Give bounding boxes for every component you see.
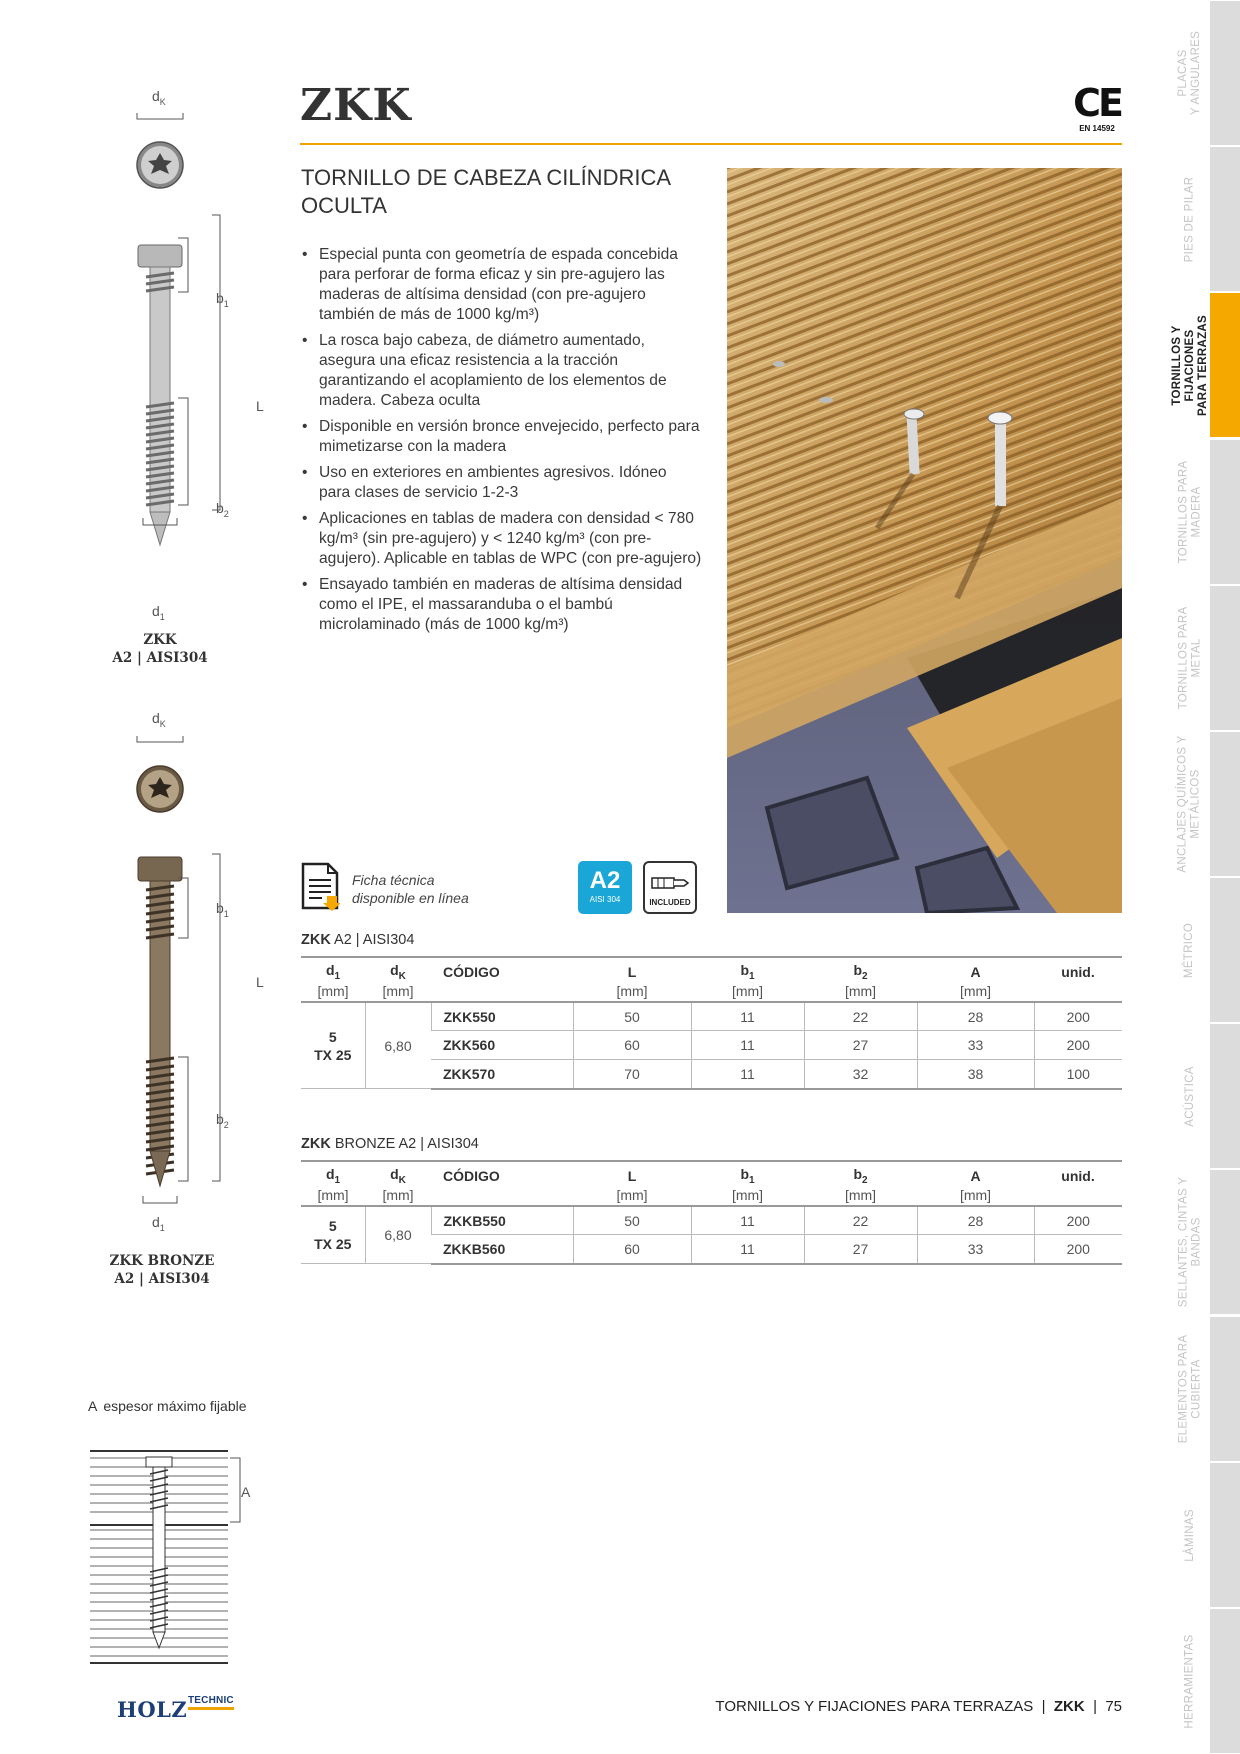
b2-label: $b_2$ bbox=[216, 1111, 229, 1130]
chapter-tab-line: PLACAS bbox=[1177, 49, 1190, 97]
unit-a: [mm] bbox=[917, 982, 1034, 1002]
chapter-tab-line: MÉTRICO bbox=[1183, 922, 1196, 978]
chapter-tab-line: PIES DE PILAR bbox=[1183, 176, 1196, 262]
unit-l: [mm] bbox=[573, 982, 691, 1002]
col-code: CÓDIGO bbox=[431, 957, 573, 982]
chapter-tab-line: ACÚSTICA bbox=[1183, 1065, 1196, 1127]
col-unid: unid. bbox=[1034, 1161, 1122, 1186]
l-cell: 60 bbox=[573, 1235, 691, 1264]
chapter-tab[interactable] bbox=[1170, 292, 1210, 438]
b2-cell: 27 bbox=[804, 1031, 917, 1060]
brand-sub: TECHNIC bbox=[188, 1695, 234, 1710]
a2-material-badge bbox=[578, 861, 632, 914]
chapter-tab-label bbox=[1177, 461, 1203, 564]
chapter-tab-line: SELLANTES, CINTAS Y bbox=[1177, 1176, 1190, 1308]
b2-cell: 27 bbox=[804, 1235, 917, 1264]
feature-item: • Especial punta con geometría de espada concebida para perforar de forma eficaz y sin pre-agujero las maderas de altísima densidad (con pre-agujero también de más de 1000 kg/m³) bbox=[302, 245, 702, 325]
aisi-label: AISI 304 bbox=[589, 895, 621, 904]
col-b2: $b_2$ bbox=[804, 957, 917, 982]
chapter-tab-bar[interactable] bbox=[1210, 1024, 1240, 1168]
b2-label: $b_2$ bbox=[216, 500, 229, 519]
col-a: A bbox=[917, 1161, 1034, 1186]
footer-separator: | bbox=[1093, 1698, 1097, 1715]
drive-value: TX 25 bbox=[314, 1236, 352, 1253]
datasheet-line: Ficha técnica bbox=[352, 872, 435, 888]
code-cell: ZKK550 bbox=[431, 1002, 573, 1031]
chapter-tab-label bbox=[1171, 314, 1210, 415]
datasheet-line: disponible en línea bbox=[352, 890, 469, 906]
legend-a: A espesor máximo fijable bbox=[88, 1398, 247, 1414]
unit-d1: [mm] bbox=[301, 982, 365, 1002]
unit-unid bbox=[1034, 1186, 1122, 1206]
unit-b1: [mm] bbox=[691, 1186, 804, 1206]
col-d1: $d_1$ bbox=[301, 957, 365, 982]
chapter-tab[interactable] bbox=[1170, 1169, 1210, 1315]
footer-product: ZKK bbox=[1053, 1698, 1085, 1715]
d1-value: 5 bbox=[328, 1028, 337, 1045]
fixing-section-drawing bbox=[90, 1450, 260, 1670]
chapter-tab[interactable] bbox=[1170, 585, 1210, 731]
chapter-tab-label bbox=[1184, 1634, 1197, 1728]
chapter-tab-label bbox=[1177, 1335, 1203, 1444]
title-divider bbox=[300, 143, 1122, 145]
chapter-tab-label bbox=[1184, 922, 1197, 977]
feature-list bbox=[302, 245, 702, 641]
caption-line: A2 | AISI304 bbox=[112, 650, 208, 666]
footer-separator: | bbox=[1041, 1698, 1046, 1715]
col-l: L bbox=[573, 957, 691, 982]
chapter-tab-line: LÁMINAS bbox=[1183, 1508, 1196, 1562]
chapter-tab-line: Y ANGULARES bbox=[1190, 30, 1203, 116]
col-a: A bbox=[917, 957, 1034, 982]
chapter-tab-bar[interactable] bbox=[1210, 293, 1240, 437]
product-subtitle: TORNILLO DE CABEZA CILÍNDRICA OCULTA bbox=[301, 165, 670, 218]
decking-photo bbox=[727, 168, 1122, 913]
chapter-tab[interactable] bbox=[1170, 439, 1210, 585]
chapter-tab-label bbox=[1177, 31, 1203, 115]
col-b1: $b_1$ bbox=[691, 1161, 804, 1186]
chapter-tab-bar[interactable] bbox=[1210, 1, 1240, 145]
l-label: L bbox=[256, 398, 264, 414]
unit-a: [mm] bbox=[917, 1186, 1034, 1206]
chapter-tab[interactable] bbox=[1170, 877, 1210, 1023]
b2-cell: 22 bbox=[804, 1002, 917, 1031]
chapter-tab-line: TORNILLOS PARA bbox=[1177, 460, 1189, 564]
col-l: L bbox=[573, 1161, 691, 1186]
page-footer bbox=[715, 1698, 1122, 1715]
unit-b2: [mm] bbox=[804, 1186, 917, 1206]
unit-code bbox=[431, 982, 573, 1002]
l-label: L bbox=[256, 974, 264, 990]
chapter-tab-line: HERRAMIENTAS bbox=[1183, 1633, 1196, 1729]
table2-title: ZKK BRONZE A2 | AISI304 bbox=[301, 1136, 479, 1152]
chapter-tab-bar[interactable] bbox=[1210, 1317, 1240, 1461]
a-cell: 28 bbox=[917, 1002, 1034, 1031]
d1-cell bbox=[301, 1206, 365, 1264]
chapter-tab-bar[interactable] bbox=[1210, 147, 1240, 291]
chapter-tab-line: CUBIERTA bbox=[1190, 1359, 1202, 1419]
chapter-tab-label bbox=[1184, 1066, 1197, 1127]
zkk-spec-table bbox=[301, 956, 1122, 1090]
b2-cell: 22 bbox=[804, 1206, 917, 1235]
b1-cell: 11 bbox=[691, 1002, 804, 1031]
chapter-tab-bar[interactable] bbox=[1210, 586, 1240, 730]
unit-l: [mm] bbox=[573, 1186, 691, 1206]
b1-cell: 11 bbox=[691, 1235, 804, 1264]
a2-label: A2 bbox=[589, 867, 621, 894]
b1-cell: 11 bbox=[691, 1031, 804, 1060]
d1-cell bbox=[301, 1002, 365, 1089]
l-cell: 70 bbox=[573, 1060, 691, 1089]
unit-b1: [mm] bbox=[691, 982, 804, 1002]
bit-included-badge bbox=[643, 861, 697, 914]
chapter-tab-bar[interactable] bbox=[1210, 1170, 1240, 1314]
table1-title: ZKK A2 | AISI304 bbox=[301, 932, 415, 948]
b1-cell: 11 bbox=[691, 1206, 804, 1235]
col-unid: unid. bbox=[1034, 957, 1122, 982]
feature-item: • Uso en exteriores en ambientes agresivos. Idóneo para clases de servicio 1-2-3 bbox=[302, 463, 702, 503]
chapter-tab[interactable] bbox=[1170, 731, 1210, 877]
ce-symbol: CE bbox=[1073, 81, 1121, 125]
chapter-tab-line: METÁLICOS bbox=[1190, 769, 1203, 839]
chapter-tab-bar[interactable] bbox=[1210, 878, 1240, 1022]
chapter-tab-bar[interactable] bbox=[1210, 1463, 1240, 1607]
chapter-tab-line: MADERA bbox=[1190, 486, 1202, 538]
code-cell: ZKKB550 bbox=[431, 1206, 573, 1235]
unid-cell: 200 bbox=[1034, 1031, 1122, 1060]
chapter-tab-line: ELEMENTOS PARA bbox=[1177, 1334, 1189, 1444]
feature-item: • Ensayado también en maderas de altísima densidad como el IPE, el massaranduba o el bambú microlaminado (más de 1000 kg/m³) bbox=[302, 575, 702, 635]
col-dk: $d_K$ bbox=[365, 957, 431, 982]
col-d1: $d_1$ bbox=[301, 1161, 365, 1186]
torx-bit-icon bbox=[650, 873, 690, 893]
chapter-tab-bar[interactable] bbox=[1210, 440, 1240, 584]
decking-photo-illustration bbox=[727, 168, 1122, 913]
unit-d1: [mm] bbox=[301, 1186, 365, 1206]
chapter-tab-label bbox=[1177, 607, 1203, 710]
zkk-bronze-caption bbox=[62, 1252, 262, 1288]
unit-b2: [mm] bbox=[804, 982, 917, 1002]
chapter-tab[interactable] bbox=[1170, 1462, 1210, 1608]
chapter-tab-bar[interactable] bbox=[1210, 1609, 1240, 1753]
ce-mark bbox=[1072, 81, 1122, 133]
caption-line: A2 | AISI304 bbox=[114, 1271, 210, 1287]
chapter-tab-line: BANDAS bbox=[1190, 1217, 1203, 1267]
dk-cell: 6,80 bbox=[365, 1206, 431, 1264]
l-cell: 50 bbox=[573, 1002, 691, 1031]
code-cell: ZKKB560 bbox=[431, 1235, 573, 1264]
table-row bbox=[301, 1206, 1122, 1235]
col-b2: $b_2$ bbox=[804, 1161, 917, 1186]
page-number: 75 bbox=[1105, 1698, 1122, 1715]
l-cell: 60 bbox=[573, 1031, 691, 1060]
chapter-tab-line: PARA TERRAZAS bbox=[1196, 314, 1209, 416]
unit-unid bbox=[1034, 982, 1122, 1002]
chapter-tab-line: ANCLAJES QUÍMICOS Y bbox=[1177, 735, 1190, 873]
chapter-tab-label bbox=[1184, 176, 1197, 262]
a-cell: 33 bbox=[917, 1235, 1034, 1264]
dk-label: $d_K$ bbox=[152, 710, 166, 729]
zkk-bronze-spec-table bbox=[301, 1160, 1122, 1265]
footer-section: TORNILLOS Y FIJACIONES PARA TERRAZAS bbox=[715, 1698, 1034, 1715]
caption-line: ZKK bbox=[143, 632, 177, 648]
b1-cell: 11 bbox=[691, 1060, 804, 1089]
zkk-bronze-screw-drawing bbox=[120, 706, 280, 1226]
chapter-tab-bar[interactable] bbox=[1210, 732, 1240, 876]
a-cell: 33 bbox=[917, 1031, 1034, 1060]
chapter-tab[interactable] bbox=[1170, 1608, 1210, 1754]
dk-cell: 6,80 bbox=[365, 1002, 431, 1089]
code-cell: ZKK570 bbox=[431, 1060, 573, 1089]
d1-label: $d_1$ bbox=[152, 1214, 165, 1233]
unid-cell: 100 bbox=[1034, 1060, 1122, 1089]
datasheet-link[interactable] bbox=[352, 871, 469, 907]
d1-value: 5 bbox=[328, 1218, 337, 1235]
unid-cell: 200 bbox=[1034, 1002, 1122, 1031]
b1-label: $b_1$ bbox=[216, 290, 229, 309]
col-code: CÓDIGO bbox=[431, 1161, 573, 1186]
caption-line: ZKK BRONZE bbox=[109, 1253, 215, 1269]
zkk-caption bbox=[60, 631, 260, 667]
chapter-tab-line: TORNILLOS Y bbox=[1170, 324, 1183, 406]
chapter-tab[interactable] bbox=[1170, 0, 1210, 146]
ce-norm: EN 14592 bbox=[1079, 124, 1115, 133]
holz-technic-logo bbox=[117, 1695, 234, 1722]
chapter-tab-line: TORNILLOS PARA bbox=[1177, 606, 1189, 710]
feature-item: • La rosca bajo cabeza, de diámetro aumentado, asegura una eficaz resistencia a la tracción garantizando el acoplamiento de los elementos de madera. Cabeza oculta bbox=[302, 331, 702, 411]
unid-cell: 200 bbox=[1034, 1206, 1122, 1235]
col-b1: $b_1$ bbox=[691, 957, 804, 982]
dk-label: $d_K$ bbox=[152, 88, 166, 107]
code-cell: ZKK560 bbox=[431, 1031, 573, 1060]
drive-value: TX 25 bbox=[314, 1046, 352, 1063]
zkk-screw-drawing bbox=[120, 85, 280, 585]
chapter-tab-line: METAL bbox=[1190, 638, 1202, 678]
feature-item: • Disponible en versión bronce envejecido, perfecto para mimetizarse con la madera bbox=[302, 417, 702, 457]
document-download-icon[interactable] bbox=[300, 862, 340, 912]
chapter-tab-label bbox=[1177, 1177, 1203, 1308]
chapter-tab-label bbox=[1184, 1509, 1197, 1562]
brand-name: HOLZ bbox=[117, 1697, 188, 1722]
feature-item: • Aplicaciones en tablas de madera con densidad < 780 kg/m³ (sin pre-agujero) y < 1240 kg/m³ (con pre-agujero). Aplicable en tablas de WPC (con pre-agujero) bbox=[302, 509, 702, 569]
a-cell: 28 bbox=[917, 1206, 1034, 1235]
unit-dk: [mm] bbox=[365, 1186, 431, 1206]
chapter-tab-line: FIJACIONES bbox=[1183, 328, 1196, 402]
d1-label: $d_1$ bbox=[152, 603, 165, 622]
a-cell: 38 bbox=[917, 1060, 1034, 1089]
table-row bbox=[301, 1002, 1122, 1031]
chapter-tab[interactable] bbox=[1170, 1023, 1210, 1169]
chapter-tab[interactable] bbox=[1170, 1316, 1210, 1462]
b2-cell: 32 bbox=[804, 1060, 917, 1089]
chapter-tab[interactable] bbox=[1170, 146, 1210, 292]
unit-dk: [mm] bbox=[365, 982, 431, 1002]
a-label: A bbox=[241, 1484, 251, 1500]
included-label: INCLUDED bbox=[649, 898, 691, 907]
b1-label: $b_1$ bbox=[216, 900, 229, 919]
l-cell: 50 bbox=[573, 1206, 691, 1235]
unit-code bbox=[431, 1186, 573, 1206]
col-dk: $d_K$ bbox=[365, 1161, 431, 1186]
product-title: ZKK bbox=[300, 80, 412, 131]
chapter-tab-label bbox=[1177, 735, 1203, 872]
unid-cell: 200 bbox=[1034, 1235, 1122, 1264]
